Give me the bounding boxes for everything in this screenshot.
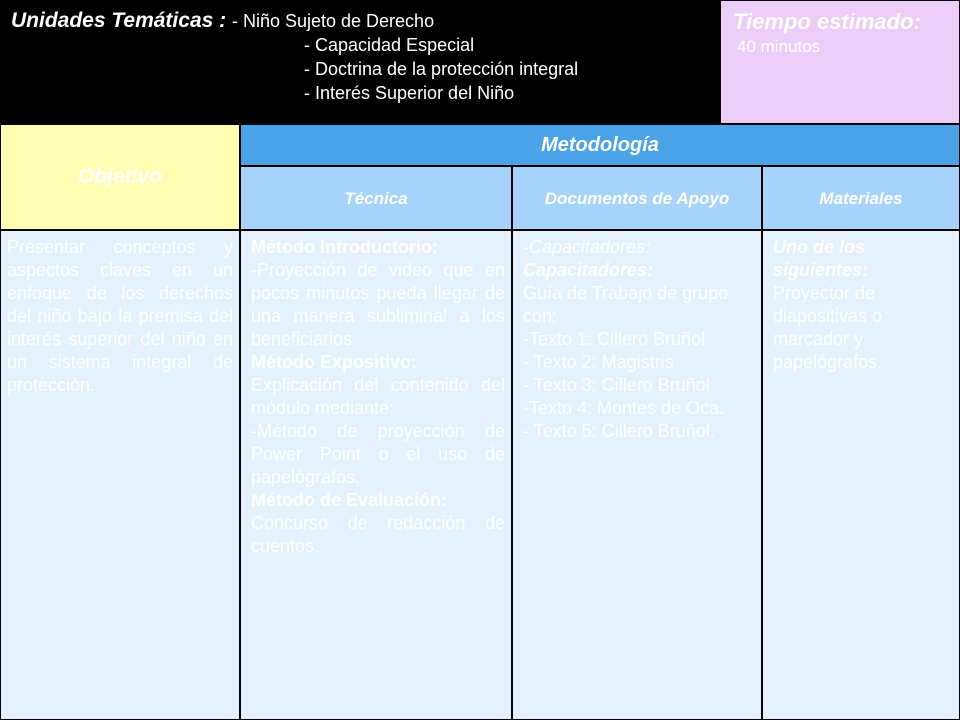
materiales-header — [762, 166, 960, 230]
materiales-label: Materiales — [819, 188, 903, 208]
materiales-text: Proyector de diapositivas o marcador y papelógrafos. — [773, 283, 883, 372]
objetivo-label: Objetivo — [77, 165, 162, 188]
documentos-label: Documentos de Apoyo — [544, 188, 730, 208]
objetivo-cell: Presentar conceptos y aspectos claves en un enfoque de los derechos del niño bajo la premisa del interés superior del niño en un sistema integral de protección. — [0, 230, 240, 720]
expo-method-text-2: -Método de proyección de Power Point o el uso de papelógrafos. — [251, 421, 505, 487]
expo-method-title: Método Expositivo: — [251, 352, 417, 372]
eval-method-text: Concurso de redacción de cuentos. — [251, 513, 505, 556]
objetivo-header — [0, 124, 240, 230]
eval-method-title: Método de Evaluación: — [251, 490, 448, 510]
units-title: Unidades Temáticas : — [11, 9, 232, 32]
tecnica-header — [240, 166, 512, 230]
tecnica-cell — [240, 230, 512, 720]
metodologia-header — [240, 124, 960, 166]
unit-item-2: - Capacidad Especial — [304, 35, 475, 55]
doc-item: - Texto 3: Cillero Bruñol — [523, 375, 710, 395]
unit-item-1: - Niño Sujeto de Derecho — [231, 11, 435, 31]
doc-line-2: Capacitadores: — [523, 260, 654, 280]
time-value: 40 minutos — [737, 37, 821, 56]
doc-item: -Texto 4: Montes de Oca. — [523, 398, 725, 418]
metodologia-label: Metodología — [541, 133, 659, 156]
unit-item-4: - Interés Superior del Niño — [304, 83, 515, 103]
time-cell — [720, 0, 960, 124]
time-title: Tiempo estimado: — [733, 9, 921, 34]
doc-item: - Texto 5: Cillero Bruñol. — [523, 421, 715, 441]
intro-method-title: Método Introductorio: — [251, 237, 438, 257]
expo-method-text: Explicación del contenido del módulo mediante: — [251, 375, 505, 418]
tecnica-label: Técnica — [344, 188, 408, 208]
documentos-cell — [512, 230, 762, 720]
materiales-title: Uno de los siguientes: — [773, 237, 869, 280]
materiales-cell — [762, 230, 960, 720]
documentos-header — [512, 166, 762, 230]
doc-line-1: -Capacitadores: — [523, 237, 651, 257]
doc-item: - Texto 2: Magistris — [523, 352, 674, 372]
intro-method-text: -Proyección de video que en pocos minutos pueda llegar de una manera subliminal a los beneficiarios. — [251, 260, 505, 349]
doc-item: -Texto 1: Cillero Bruñol — [523, 329, 706, 349]
units-cell — [0, 0, 720, 124]
units-list — [304, 33, 709, 105]
unit-item-3: - Doctrina de la protección integral — [304, 59, 579, 79]
doc-line-3: Guía de Trabajo de grupo con: — [523, 283, 729, 326]
